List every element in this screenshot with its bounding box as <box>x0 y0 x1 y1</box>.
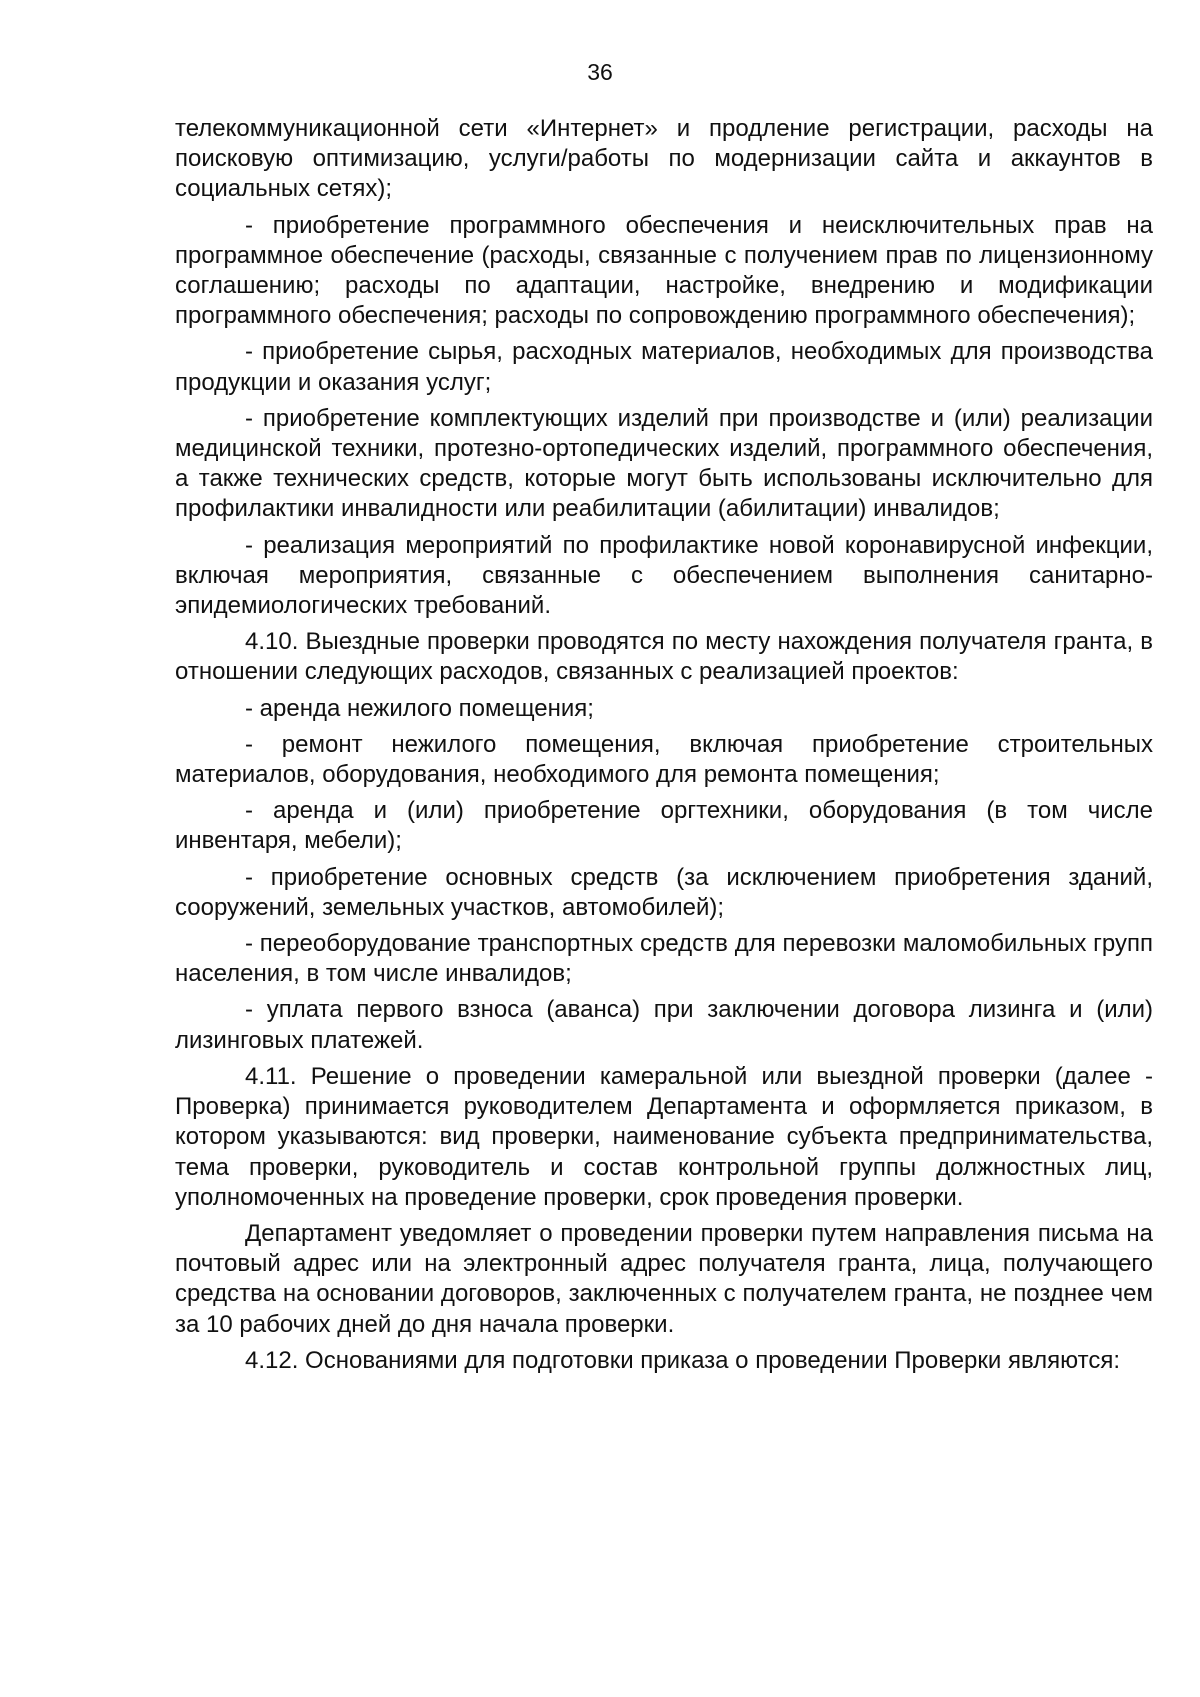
paragraph-raw-materials: - приобретение сырья, расходных материалов, необходимых для производства продукции и оказания услуг; <box>175 338 1153 396</box>
document-body <box>175 114 1153 1382</box>
paragraph-vehicle-conversion: - переоборудование транспортных средств для перевозки маломобильных групп населения, в том числе инвалидов; <box>175 930 1153 988</box>
paragraph-4-11-check-decision: 4.11. Решение о проведении камеральной или выездной проверки (далее - Проверка) принимается руководителем Департамента и оформляется приказом, в котором указываются: вид проверки, наименование субъекта предпринимательства, тема проверки, руководитель и состав контрольной группы должностных лиц, уполномоченных на проведение проверки, срок проведения проверки. <box>175 1062 1153 1211</box>
paragraph-office-equipment: - аренда и (или) приобретение оргтехники, оборудования (в том числе инвентаря, мебели); <box>175 797 1153 855</box>
paragraph-leasing-payment: - уплата первого взноса (аванса) при заключении договора лизинга и (или) лизинговых платежей. <box>175 996 1153 1054</box>
paragraph-software-acquisition: - приобретение программного обеспечения и неисключительных прав на программное обеспечение (расходы, связанные с получением прав по лицензионному соглашению; расходы по адаптации, настройке, внедрению и модификации программного обеспечения; расходы по сопровождению программного обеспечения); <box>175 211 1153 330</box>
paragraph-internet-expenses-continuation: телекоммуникационной сети «Интернет» и продление регистрации, расходы на поисковую оптимизацию, услуги/работы по модернизации сайта и аккаунтов в социальных сетях); <box>175 115 1153 203</box>
paragraph-coronavirus-measures: - реализация мероприятий по профилактике новой коронавирусной инфекции, включая мероприятия, связанные с обеспечением выполнения санитарно-эпидемиологических требований. <box>175 531 1153 620</box>
paragraph-4-12-grounds: 4.12. Основаниями для подготовки приказа о проведении Проверки являются: <box>245 1346 1121 1374</box>
paragraph-4-10-onsite-checks: 4.10. Выездные проверки проводятся по месту нахождения получателя гранта, в отношении следующих расходов, связанных с реализацией проектов: <box>175 628 1153 686</box>
page-number: 36 <box>587 59 613 85</box>
paragraph-fixed-assets: - приобретение основных средств (за исключением приобретения зданий, сооружений, земельных участков, автомобилей); <box>175 863 1153 921</box>
paragraph-premises-rent: - аренда нежилого помещения; <box>245 694 594 722</box>
paragraph-components-acquisition: - приобретение комплектующих изделий при производстве и (или) реализации медицинской техники, протезно-ортопедических изделий, программного обеспечения, а также технических средств, которые могут быть использованы исключительно для профилактики инвалидности или реабилитации (абилитации) инвалидов; <box>175 404 1153 523</box>
paragraph-premises-repair: - ремонт нежилого помещения, включая приобретение строительных материалов, оборудования, необходимого для ремонта помещения; <box>175 730 1153 789</box>
paragraph-department-notification: Департамент уведомляет о проведении проверки путем направления письма на почтовый адрес или на электронный адрес получателя гранта, лица, получающего средства на основании договоров, заключенных с получателем гранта, не позднее чем за 10 рабочих дней до дня начала проверки. <box>175 1219 1153 1338</box>
